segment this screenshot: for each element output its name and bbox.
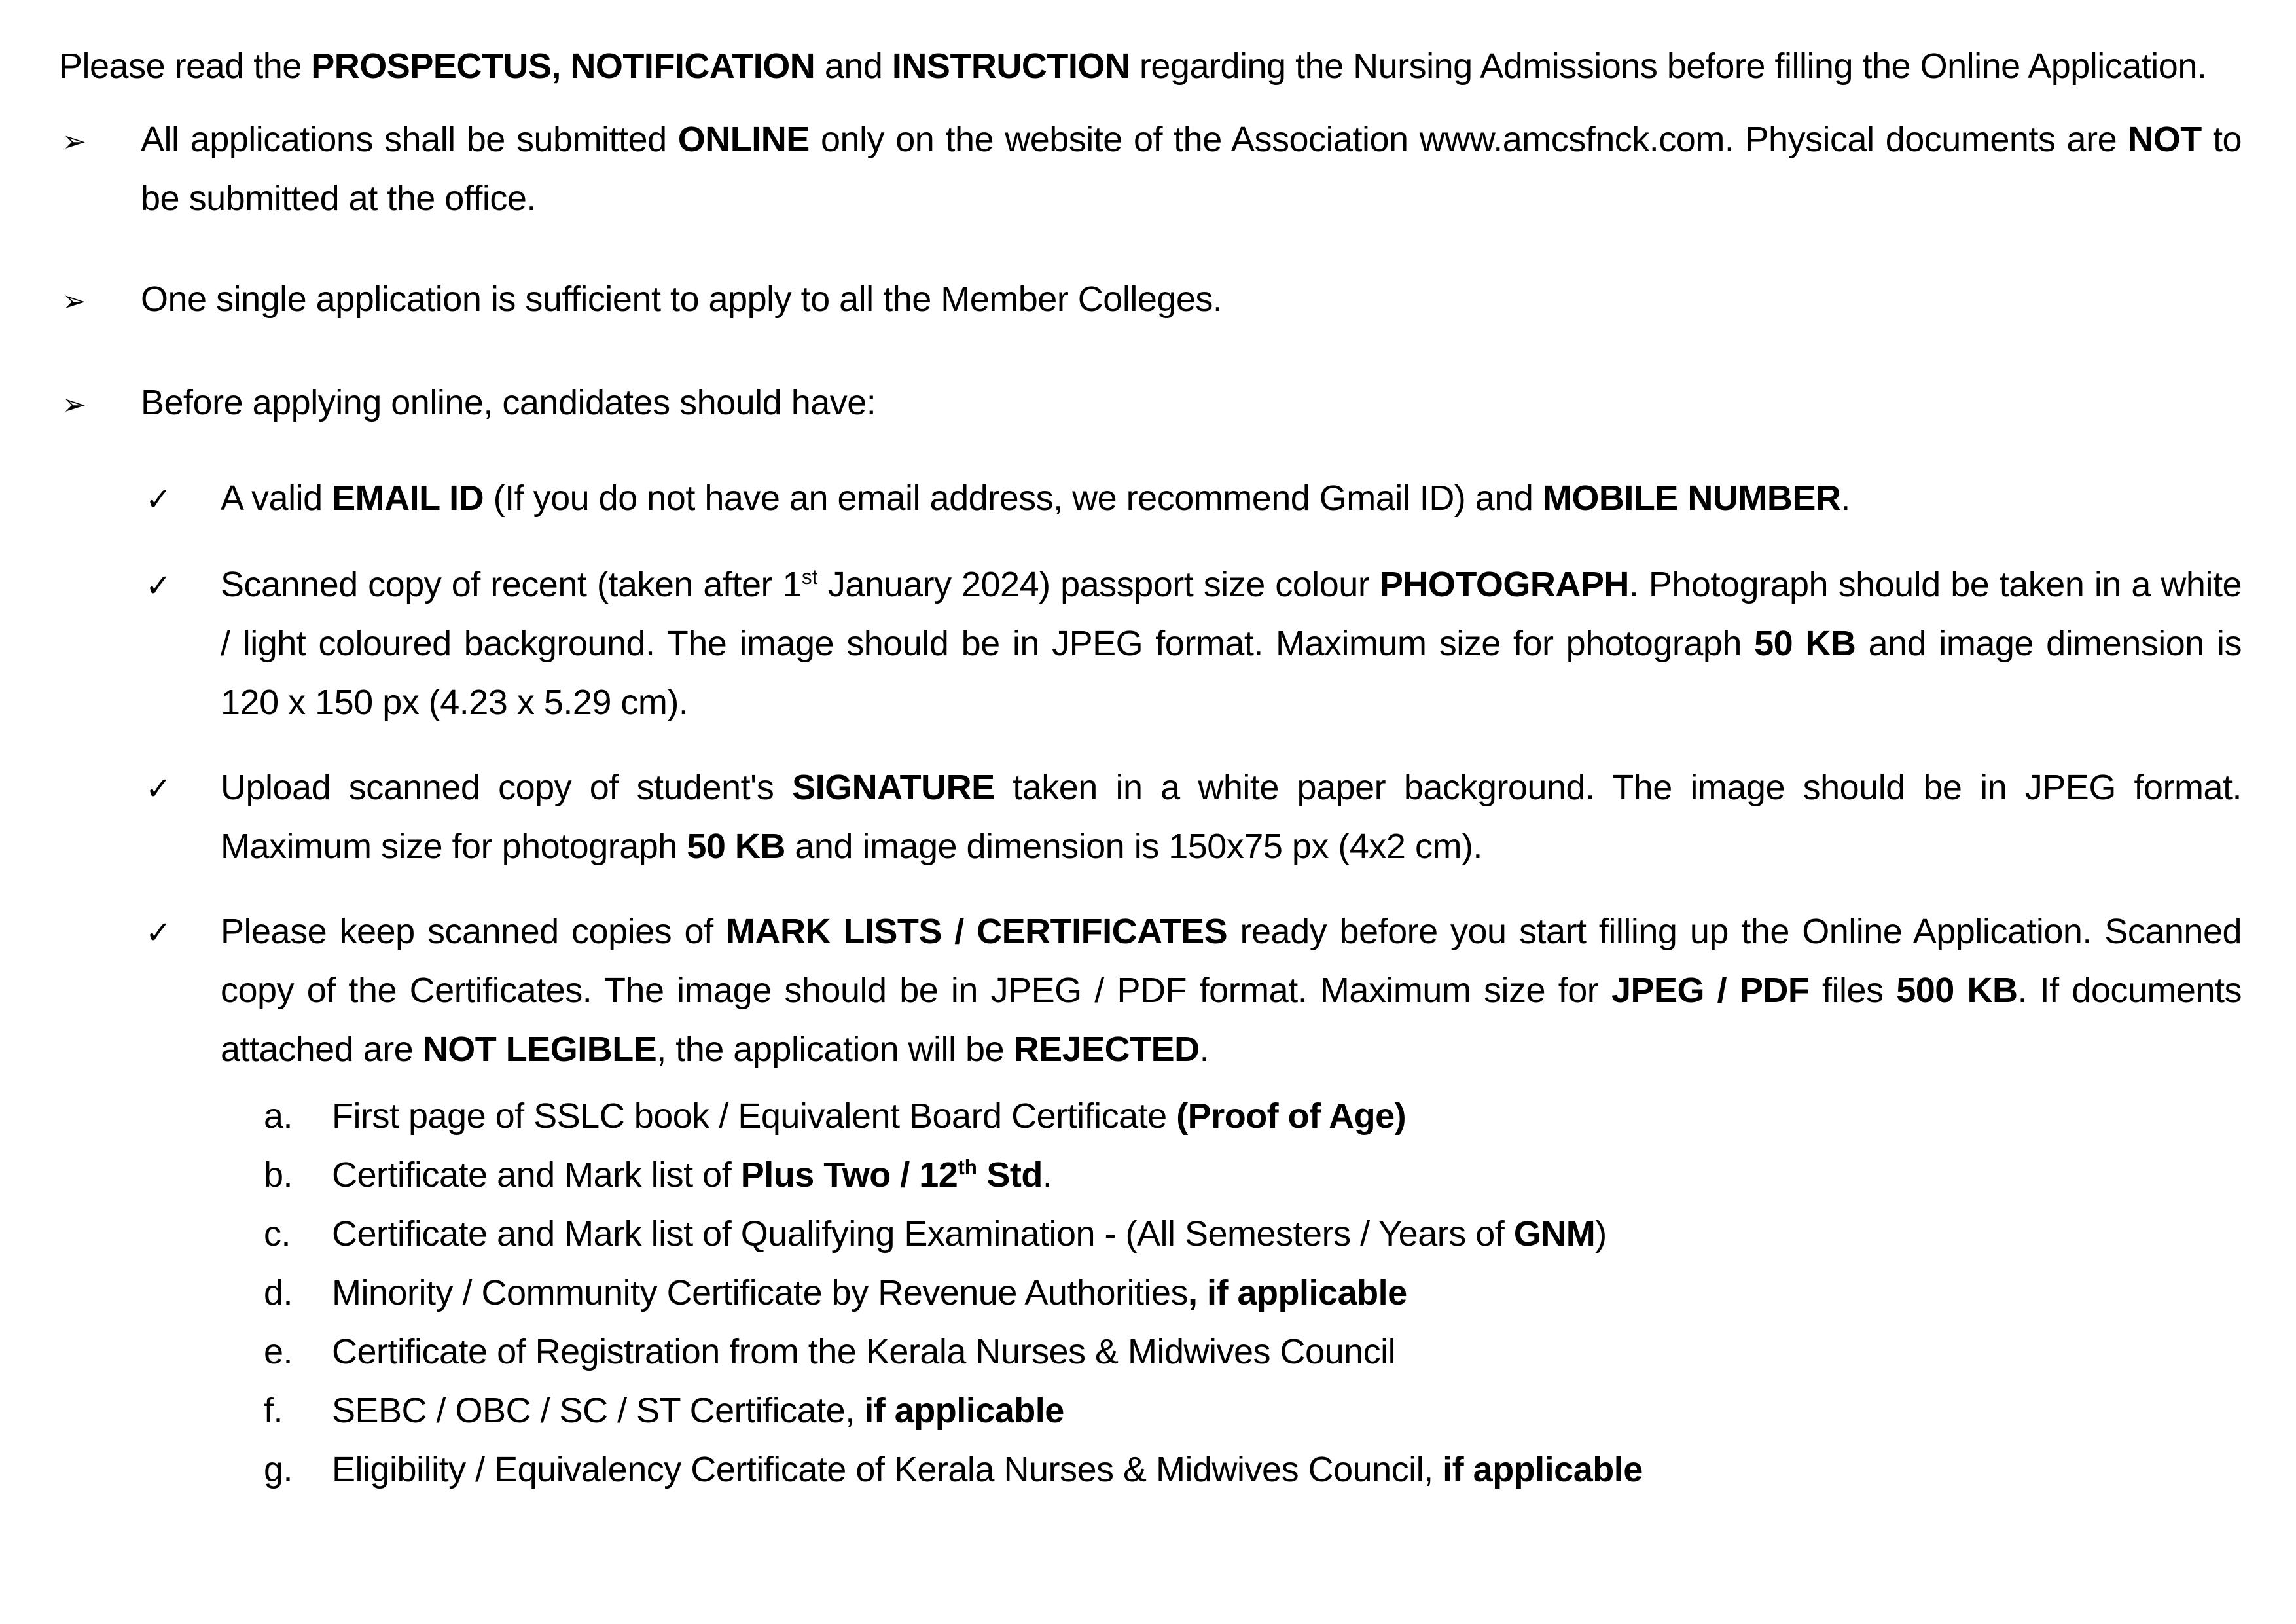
- paragraph-text: [221, 469, 2242, 528]
- text-segment: ONLINE: [677, 120, 810, 159]
- text-segment: INSTRUCTION: [891, 46, 1130, 86]
- check-icon: ✓: [145, 481, 172, 518]
- paragraph-text: [221, 555, 2242, 732]
- check-mark-lists: [145, 902, 2242, 1079]
- check-icon: ✓: [145, 914, 172, 951]
- text-segment: 50 KB: [687, 827, 785, 866]
- text-segment: Before applying online, candidates should have:: [141, 383, 876, 422]
- text-segment: All applications shall be submitted: [141, 120, 678, 159]
- text-segment: Eligibility / Equivalency Certificate of Kerala Nurses & Midwives Council,: [332, 1450, 1443, 1489]
- letter-text: [332, 1087, 2242, 1146]
- check-icon: ✓: [145, 568, 172, 604]
- text-segment: MARK LISTS / CERTIFICATES: [725, 912, 1228, 951]
- letter-marker: f.: [264, 1391, 283, 1430]
- paragraph-text: [141, 110, 2242, 228]
- letter-text: [332, 1440, 2242, 1499]
- text-segment: January 2024) passport size colour: [817, 565, 1380, 604]
- text-segment: Please keep scanned copies of: [221, 912, 726, 951]
- text-segment: SEBC / OBC / SC / ST Certificate,: [332, 1391, 865, 1430]
- text-segment: Std: [977, 1155, 1043, 1195]
- check-photograph: [145, 555, 2242, 732]
- letter-marker: c.: [264, 1214, 291, 1254]
- text-segment: First page of SSLC book / Equivalent Board Certificate: [332, 1096, 1177, 1136]
- list-item: [264, 1204, 2242, 1263]
- text-segment: , the application will be: [656, 1030, 1014, 1069]
- list-item: [264, 1322, 2242, 1381]
- bullet-single-application: [62, 270, 2242, 331]
- text-segment: regarding the Nursing Admissions before filling the Online Application.: [1130, 46, 2207, 86]
- text-segment: Certificate of Registration from the Kerala Nurses & Midwives Council: [332, 1332, 1396, 1371]
- text-segment: MOBILE NUMBER: [1542, 478, 1841, 518]
- document: [0, 37, 2296, 1499]
- list-item: [264, 1381, 2242, 1440]
- text-segment: SIGNATURE: [792, 768, 995, 807]
- text-segment: files: [1809, 971, 1897, 1010]
- text-segment: ready before you start filling up the Online Application. Scanned copy of the Certificates. The image should be in JPEG / PDF format. Maximum size for: [221, 912, 2242, 1010]
- list-item: [264, 1087, 2242, 1146]
- letter-text: [332, 1204, 2242, 1263]
- text-segment: NOT: [2128, 120, 2202, 159]
- check-email-id: [145, 469, 2242, 529]
- list-item: [264, 1440, 2242, 1499]
- intro-paragraph: [59, 37, 2242, 96]
- letter-text: [332, 1263, 2242, 1322]
- paragraph-text: [141, 270, 2242, 329]
- text-segment: PHOTOGRAPH: [1379, 565, 1629, 604]
- text-segment: (If you do not have an email address, we recommend Gmail ID) and: [484, 478, 1543, 518]
- arrow-bullet-icon: ➢: [62, 285, 86, 318]
- text-segment: and: [815, 46, 892, 86]
- text-segment: th: [958, 1156, 977, 1179]
- text-segment: REJECTED: [1013, 1030, 1200, 1069]
- text-segment: Certificate and Mark list of Qualifying Examination - (All Semesters / Years of: [332, 1214, 1514, 1254]
- text-segment: . If documents attached are: [221, 971, 2242, 1069]
- letter-marker: a.: [264, 1096, 293, 1136]
- text-segment: Certificate and Mark list of: [332, 1155, 741, 1195]
- text-segment: NOT LEGIBLE: [422, 1030, 657, 1069]
- letter-text: [332, 1146, 2242, 1204]
- text-segment: st: [802, 566, 818, 588]
- check-icon: ✓: [145, 770, 172, 807]
- text-segment: 500 KB: [1896, 971, 2018, 1010]
- text-segment: taken in a white paper background. The image should be in JPEG format. Maximum size for photograph: [221, 768, 2242, 866]
- letter-marker: g.: [264, 1450, 293, 1489]
- text-segment: Upload scanned copy of student's: [221, 768, 793, 807]
- text-segment: , if applicable: [1188, 1273, 1407, 1312]
- letter-marker: b.: [264, 1155, 293, 1195]
- list-item: [264, 1263, 2242, 1322]
- document-checklist-letters: [264, 1087, 2242, 1499]
- arrow-bullet-icon: ➢: [62, 388, 86, 422]
- text-segment: .: [1840, 478, 1850, 518]
- bullet-online-submission: [62, 110, 2242, 228]
- text-segment: A valid: [221, 478, 332, 518]
- letter-marker: d.: [264, 1273, 293, 1312]
- letter-text: [332, 1381, 2242, 1440]
- text-segment: PROSPECTUS, NOTIFICATION: [311, 46, 816, 86]
- list-item: [264, 1146, 2242, 1204]
- text-segment: if applicable: [1443, 1450, 1643, 1489]
- text-segment: GNM: [1513, 1214, 1596, 1254]
- text-segment: Please read the: [59, 46, 312, 86]
- paragraph-text: [221, 902, 2242, 1079]
- text-segment: Plus Two / 12: [740, 1155, 958, 1195]
- paragraph-text: [141, 373, 2242, 432]
- text-segment: Minority / Community Certificate by Revenue Authorities: [332, 1273, 1189, 1312]
- text-segment: .: [1199, 1030, 1210, 1069]
- text-segment: 50 KB: [1754, 624, 1856, 663]
- text-segment: .: [1042, 1155, 1052, 1195]
- paragraph-text: [221, 758, 2242, 876]
- text-segment: and image dimension is 150x75 px (4x2 cm).: [785, 827, 1482, 866]
- text-segment: Scanned copy of recent (taken after 1: [221, 565, 802, 604]
- text-segment: EMAIL ID: [332, 478, 484, 518]
- letter-marker: e.: [264, 1332, 293, 1371]
- text-segment: to be submitted at the office.: [141, 120, 2242, 218]
- text-segment: only on the website of the Association www.amcsfnck.com. Physical documents are: [809, 120, 2128, 159]
- text-segment: JPEG / PDF: [1611, 971, 1810, 1010]
- arrow-bullet-icon: ➢: [62, 125, 86, 158]
- letter-text: [332, 1322, 2242, 1381]
- paragraph-text: [59, 37, 2242, 96]
- check-signature: [145, 758, 2242, 876]
- bullet-before-applying: [62, 373, 2242, 435]
- text-segment: if applicable: [864, 1391, 1064, 1430]
- text-segment: ): [1595, 1214, 1607, 1254]
- text-segment: One single application is sufficient to apply to all the Member Colleges.: [141, 280, 1223, 319]
- text-segment: . Photograph should be taken in a white / light coloured background. The image should be in JPEG format. Maximum size for photograph: [221, 565, 2242, 663]
- text-segment: (Proof of Age): [1176, 1096, 1407, 1136]
- text-segment: and image dimension is 120 x 150 px (4.23 x 5.29 cm).: [221, 624, 2242, 722]
